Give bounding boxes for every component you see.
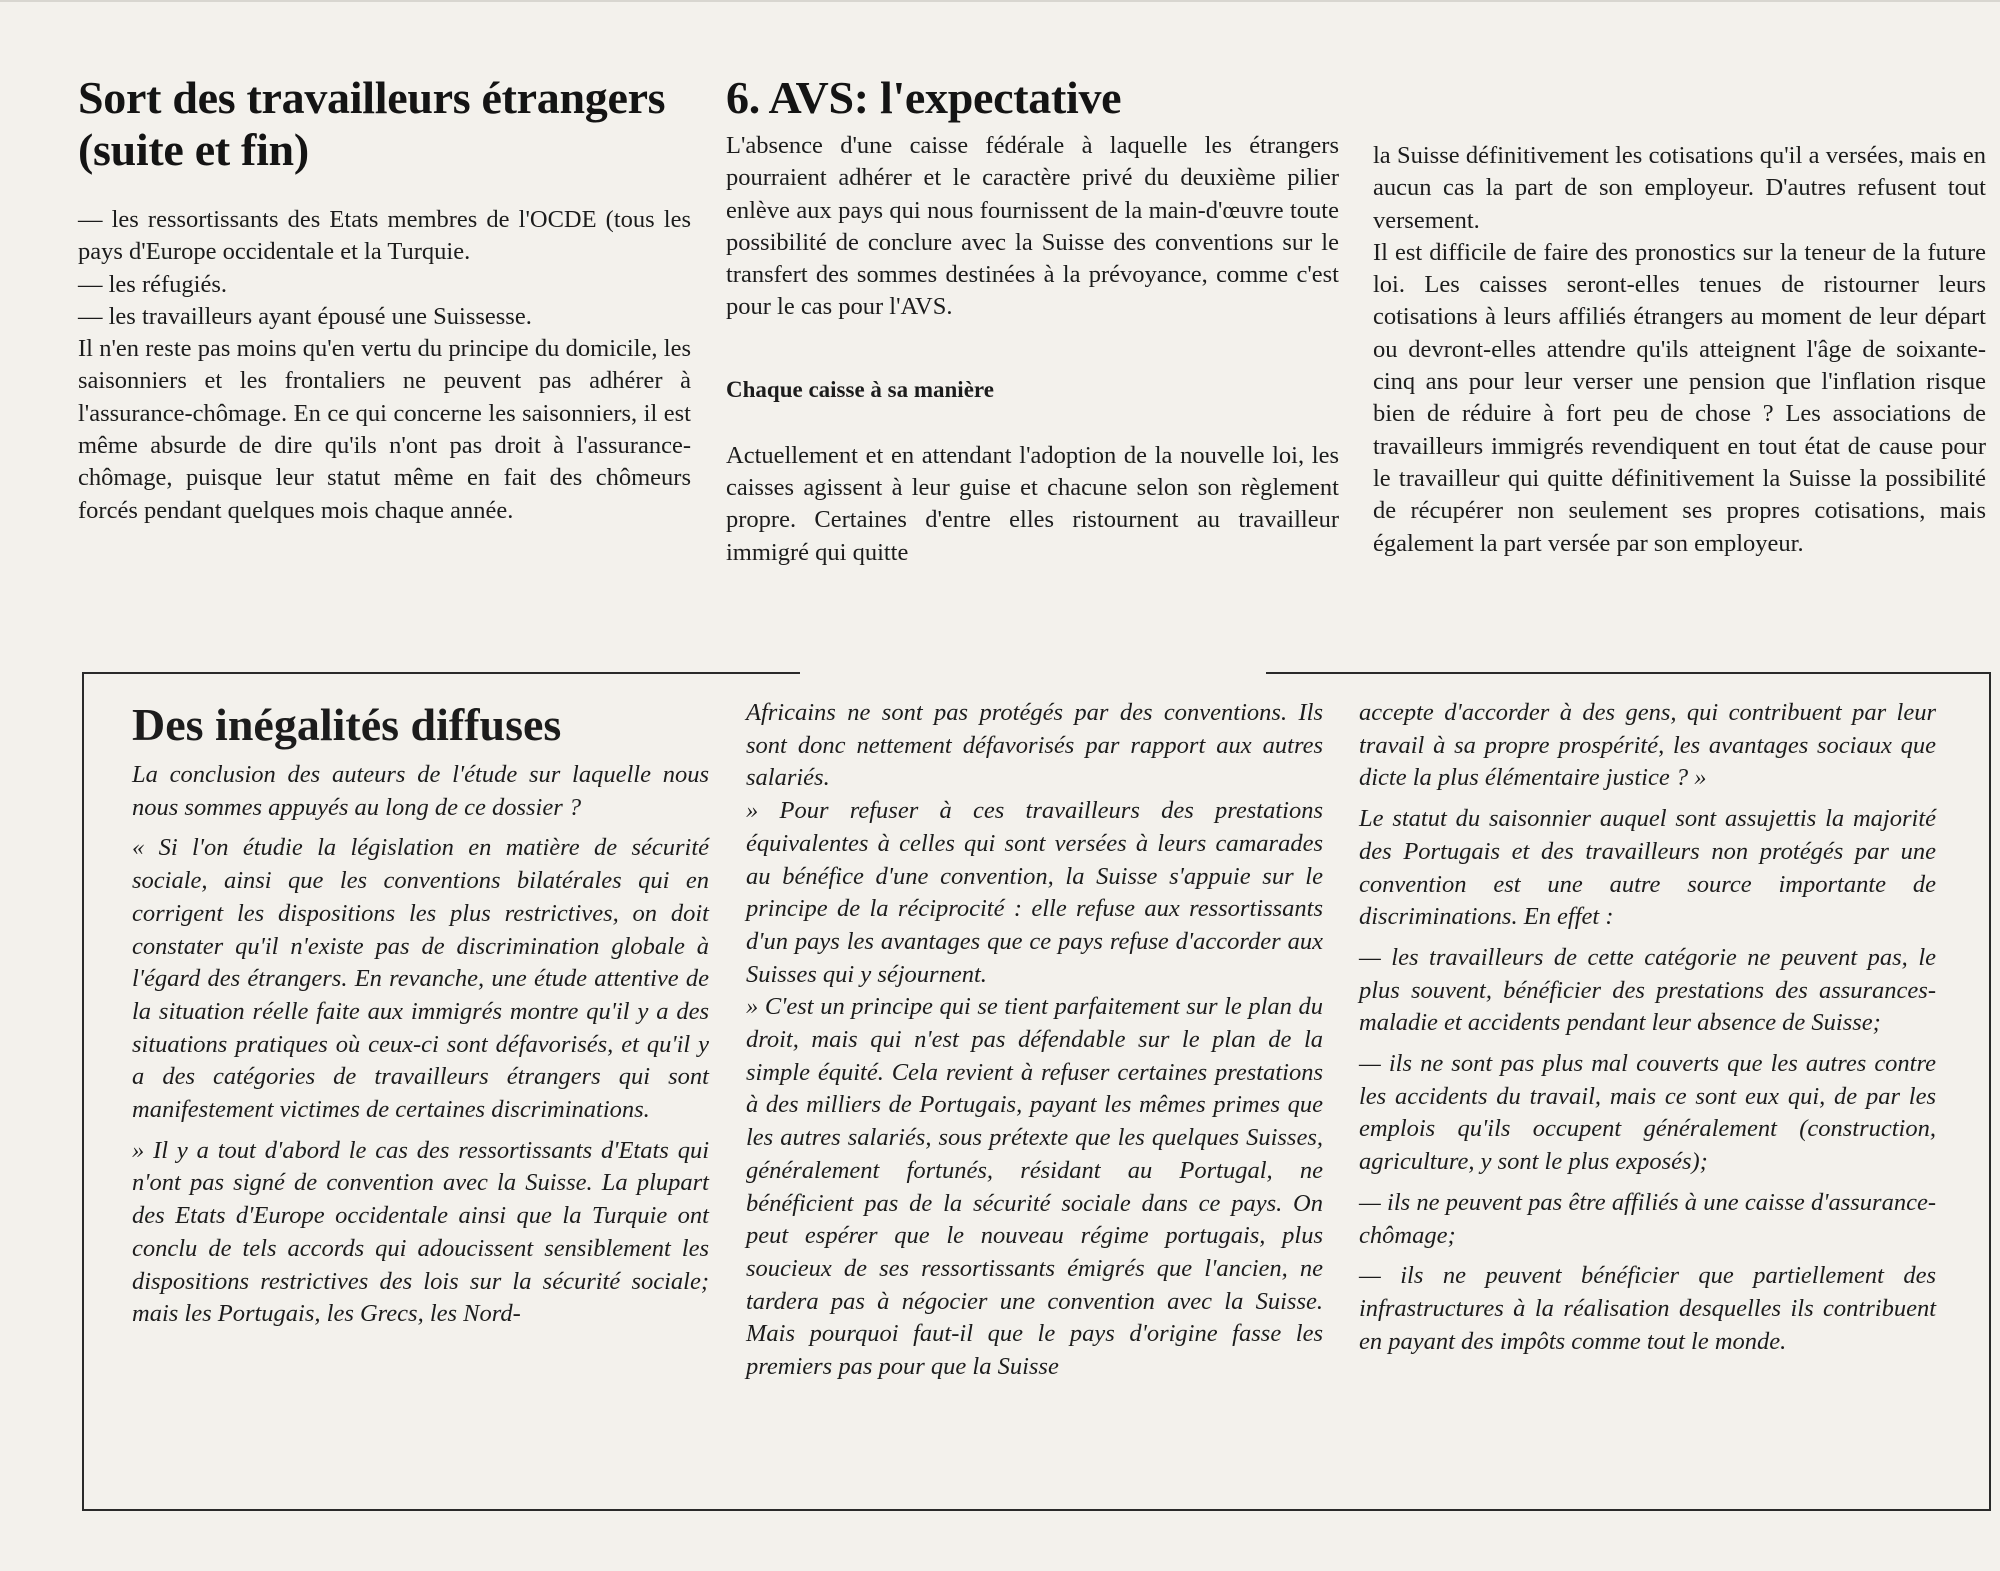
paragraph: la Suisse définitivement les cotisations qu'il a versées, mais en aucun cas la part de son employeur. D'autres refusent tout versement. [1373,142,1986,234]
paragraph: Africains ne sont pas protégés par des conventions. Ils sont donc nettement défavorisés par rapport aux autres salariés. [746,699,1323,792]
paragraph: Il n'en reste pas moins qu'en vertu du principe du domicile, les saisonniers et les frontaliers ne peuvent pas adhérer à l'assurance-chômage. En ce qui concerne les saisonniers, il est même absurde de dire qu'ils n'ont pas droit à l'assurance-chômage, puisque leur statut même en fait des chômeurs forcés pendant quelques mois chaque année. [78,335,691,524]
paragraph: « Si l'on étudie la législation en matière de sécurité sociale, ainsi que les conventions bilatérales qui en corrigent les dispositions les plus restrictives, on doit constater qu'il n'existe pas de discrimination globale à l'égard des étrangers. En revanche, une étude attentive de la situation réelle faite aux immigrés montre qu'il y a des situations pratiques où ceux-ci sont défavorisés, et qu'il y a des catégories de travailleurs étrangers qui sont manifestement victimes de certaines discriminations. [132,834,709,1124]
list-item: — ils ne peuvent pas être affiliés à une caisse d'assurance-chômage; [1359,1188,1936,1249]
article-left [78,72,691,527]
paragraph: La conclusion des auteurs de l'étude sur laquelle nous nous sommes appuyés au long de ce dossier ? [132,761,709,821]
box-frame-gap [800,666,1266,680]
list-item: — les ressortissants des Etats membres de l'OCDE (tous les pays d'Europe occidentale et la Turquie. [78,206,691,266]
paragraph: accepte d'accorder à des gens, qui contribuent par leur travail à sa propre prospérité, les avantages sociaux que dicte la plus élémentaire justice ? » [1359,699,1936,792]
article-avs-column-1 [726,72,1339,569]
boxed-article-column-3 [1359,697,1936,1358]
list-item: — ils ne peuvent bénéficier que partiellement des infrastructures à la réalisation desquelles ils contribuent en payant des impôts comme tout le monde. [1359,1262,1936,1355]
list-item: — les réfugiés. [78,270,227,298]
boxed-article-title: Des inégalités diffuses [132,699,562,750]
article-avs-title: 6. AVS: l'expectative [726,72,1122,123]
list-item: — ils ne sont pas plus mal couverts que les autres contre les accidents du travail, mais ce sont eux qui, de par les emplois qu'ils occupent généralement (construction, agriculture, y sont le plus exposés); [1359,1050,1936,1176]
article-avs-subheading: Chaque caisse à sa manière [726,376,994,402]
list-item: — les travailleurs de cette catégorie ne peuvent pas, le plus souvent, bénéficier des prestations des assurances-maladie et accidents pendant leur absence de Suisse; [1359,943,1936,1037]
boxed-article-column-2 [746,697,1323,1384]
page-top-edge [0,0,2000,2]
paragraph: Il est difficile de faire des pronostics sur la teneur de la future loi. Les caisses seront-elles tenues de ristourner leurs cotisations à leurs affiliés étrangers au moment de leur départ ou devront-elles attendre qu'ils atteignent l'âge de soixante-cinq ans pour leur verser une pension que l'inflation risque bien de réduire à fort peu de chose ? Les associations de travailleurs immigrés revendiquent en tout état de cause pour le travailleur qui quitte définitivement la Suisse la possibilité de récupérer non seulement ses propres cotisations, mais également la part versée par son employeur. [1373,238,1986,557]
boxed-article-column-1 [132,697,709,1331]
paragraph: » Il y a tout d'abord le cas des ressortissants d'Etats qui n'ont pas signé de convention avec la Suisse. La plupart des Etats d'Europe occidentale ainsi que la Turquie ont conclu de tels accords qui adoucissent sensiblement les dispositions restrictives des lois sur la sécurité sociale; mais les Portugais, les Grecs, les Nord- [132,1136,709,1328]
paragraph: Actuellement et en attendant l'adoption de la nouvelle loi, les caisses agissent à leur guise et chacune selon son règlement propre. Certaines d'entre elles ristournent au travailleur immigré qui quitte [726,441,1339,566]
article-left-title: Sort des travailleurs étrangers (suite et fin) [78,72,666,175]
paragraph: L'absence d'une caisse fédérale à laquelle les étrangers pourraient adhérer et le caractère privé du deuxième pilier enlève aux pays qui nous fournissent de la main-d'œuvre toute possibilité de conclure avec la Suisse des conventions sur le transfert des sommes destinées à la prévoyance, comme c'est pour le cas pour l'AVS. [726,132,1339,321]
paragraph: » C'est un principe qui se tient parfaitement sur le plan du droit, mais qui n'est pas défendable sur le plan de la simple équité. Cela revient à refuser certaines prestations à des milliers de Portugais, payant les mêmes primes que les autres salariés, sous prétexte que les quelques Suisses, généralement fortunés, résidant au Portugal, ne bénéficient pas de la sécurité sociale dans ce pays. On peut espérer que le nouveau régime portugais, plus soucieux de ses ressortissants émigrés que l'ancien, ne tardera pas à négocier une convention avec la Suisse. Mais pourquoi faut-il que le pays d'origine fasse les premiers pas pour que la Suisse [746,993,1323,1381]
paragraph: » Pour refuser à ces travailleurs des prestations équivalentes à celles qui sont versées à leurs camarades au bénéfice d'une convention, la Suisse s'appuie sur le principe de la réciprocité : elle refuse aux ressortissants d'un pays les avantages que ce pays refuse d'accorder aux Suisses qui y séjournent. [746,797,1323,988]
article-avs-column-2 [1373,140,1986,560]
paragraph: Le statut du saisonnier auquel sont assujettis la majorité des Portugais et des travailleurs non protégés par une convention est une autre source importante de discriminations. En effet : [1359,805,1936,931]
list-item: — les travailleurs ayant épousé une Suissesse. [78,302,532,330]
